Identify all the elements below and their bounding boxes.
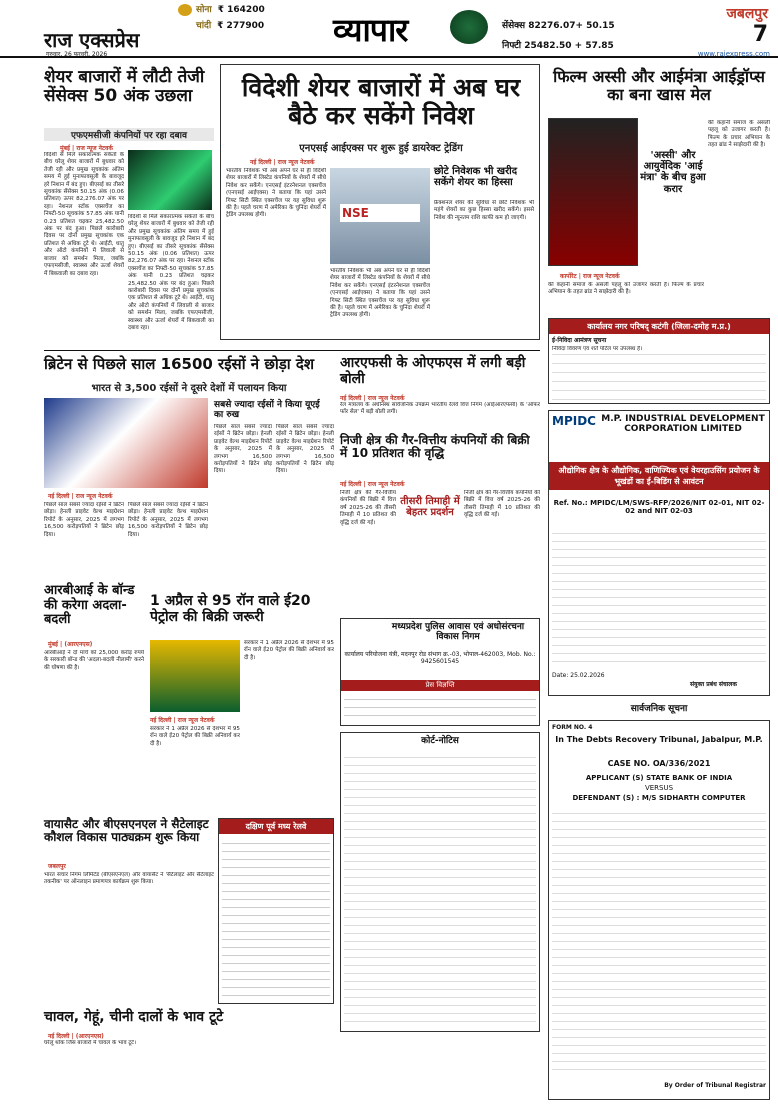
satellite-credit: जबलपुर (48, 863, 66, 870)
railway-zone: दक्षिण पूर्व मध्य रेलवे (219, 819, 333, 834)
film-body: की कहानी समाज के असली पहलू को उजागर करती है। फिल्म के प्रचार अभियान के तहत ब्रांड ने साझेदारी की है। (708, 120, 770, 149)
satellite-headline: वायासैट और बीएसएनएल ने सैटेलाइट कौशल विकास पाठ्यक्रम शुरू किया (44, 817, 209, 845)
britain-credit: नई दिल्ली | राज न्यूज नेटवर्क (48, 493, 113, 500)
nbfc-box: तीसरी तिमाही में बेहतर प्रदर्शन (400, 496, 460, 519)
lead-subhead: एनएसई आईएक्स पर शुरू हुई डायरेक्ट ट्रेडिंग (299, 143, 463, 154)
britain-headline: ब्रिटेन से पिछले साल 16500 रईसों ने छोड़ा देश (44, 355, 315, 373)
market-index (502, 16, 615, 56)
nbfc-body-2: निजी क्षेत्र की गैर-वित्तीय कंपनियों की बिक्री में वित्त वर्ष 2025-26 की तीसरी तिमाही में 10 प्रतिशत की वृद्धि दर्ज की गई। (464, 490, 540, 519)
tender-title: कार्यालय नगर परिषद् कटंगी (जिला-दमोह म.प्र.) (549, 319, 769, 334)
irfc-credit: नई दिल्ली | राज न्यूज नेटवर्क (340, 395, 405, 402)
police-ref: प्रेस विज्ञप्ति (341, 680, 539, 691)
film-poster-box (548, 118, 638, 266)
gold-label: सोना (196, 5, 212, 15)
drt-def: DEFENDANT (S) : M/S SIDHARTH COMPUTER (572, 794, 746, 802)
film-quote: 'अस्सी' और आयुर्वेदिक 'आई मंत्रा' के बीच हुआ करार (640, 150, 706, 195)
page-number: 7 (752, 22, 768, 47)
rbi-headline: आरबीआई के बॉन्ड की करेगा अदला-बदली (44, 583, 135, 628)
mpidc-logo-icon: MPIDC (552, 414, 596, 428)
police-sub: कार्यालय परियोजना यंत्री, मदनपुर रोड संभाग क्र.-03, भोपाल-462003, Mob. No.: 9425601545 (344, 651, 536, 665)
city-name: जबलपुर (726, 6, 768, 22)
sensex-headline: शेयर बाजारों में लौटी तेजी सेंसेक्स 50 अंक उछला (44, 67, 205, 107)
drt-form-title: FORM NO. 4 (552, 724, 593, 731)
drt-text (552, 806, 766, 1076)
lead-body-2: भारतीय निवेशक भी अब अपने घर से ही विदेशी शेयर बाजारों में लिस्टेड कंपनियों के शेयरों में सीधे निवेश कर सकेंगे। एनएसई इंटरनेशनल एक्सचेंज (एनएसई आईएक्स) ने बताया कि यहां उसने गिफ्ट सिटी स्थित एक्सचेंज पर यह सुविधा शुरू की है। पहले चरण में अमेरिका के चुनिंदा शेयरों में ट्रेडिंग उपलब्ध होगी। (330, 268, 430, 319)
website-link[interactable]: www.rajexpress.com (697, 50, 770, 58)
film-headline: फिल्म अस्सी और आईमंत्रा आईड्रॉप्स का बना खास मेल (553, 67, 765, 104)
petrol-pump-photo (150, 640, 240, 712)
railway-body (222, 836, 330, 1000)
rbi-body: आरबीआई ने दो मार्च को 25,000 करोड़ रुपये के सरकारी बॉन्ड की 'अदला-बदली नीलामी' करने की घोषणा की है। (44, 650, 144, 671)
mpidc-body (552, 526, 766, 666)
dateline: गुरुवार, 26 फरवरी, 2026 (46, 51, 108, 58)
paper-name: राज एक्सप्रेस (44, 28, 140, 52)
sensex-credit: मुंबई | राज न्यूज नेटवर्क (60, 145, 113, 152)
britain-box-body: पिछले साल सबसे ज्यादा रईसों ने ब्रिटेन छोड़ा। हेनली प्राइवेट वेल्थ माइग्रेशन रिपोर्ट के अनुसार, 2025 में लगभग 16,500 करोड़पतियों ने ब्रिटेन छोड़ दिया। (214, 424, 272, 475)
drt-bank: APPLICANT (S) STATE BANK OF INDIA (585, 774, 733, 782)
drt-footer: By Order of Tribunal Registrar (664, 1082, 766, 1089)
nse-building-photo (330, 168, 430, 264)
sensex-body-2: विदेशी से मिले सकारात्मक संकेतों के बीच घरेलू शेयर बाजारों में बुधवार को तेजी रही और प्रमुख सूचकांक अंतिम समय में हुई मुनाफावसूली के बावजूद हरे निशान में बंद हुए। बीएसई का तीसरे सूचकांक सेंसेक्स 50.15 अंक (0.06 प्रतिशत) ऊपर 82,276.07 अंक पर रहा। नेशनल स्टॉक एक्सचेंज का निफ्टी-50 सूचकांक 57.85 अंक यानी 0.23 प्रतिशत चढ़कर 25,482.50 अंक पर बंद हुआ। पिछले कारोबारी दिवस पर दोनों प्रमुख सूचकांक एक प्रतिशत से अधिक टूटे थे। आईटी, धातु और ऑटो कंपनियों में लिवाली से बाजार को समर्थन मिला, जबकि एफएमसीजी, स्वास्थ्य और ऊर्जा शेयरों में बिकवाली का दबाव रहा। (128, 214, 214, 332)
irfc-body: रेल मंत्रालय के अधीनस्थ सार्वजनिक उपक्रम भारतीय रेलवे वित्त निगम (आईआरएफसी) के 'ऑफर फॉर सेल' में बड़ी बोली लगी। (340, 402, 540, 416)
britain-subhead: भारत से 3,500 रईसों ने दूसरे देशों में पलायन किया (91, 383, 287, 394)
wheat-body: घरेलू थोक जिंस बाजारों में चावल के भाव टूटे। (44, 1040, 137, 1046)
drt-body: In The Debts Recovery Tribunal, Jabalpur, M.P. (555, 735, 763, 744)
e20-body-2: सरकार ने 1 अप्रैल 2026 से देशभर में 95 रॉन वाले ई20 पेट्रोल की बिक्री अनिवार्य कर दी है। (150, 726, 240, 747)
lead-sidebar-head: छोटे निवेशक भी खरीद सकेंगे शेयर का हिस्सा (434, 166, 518, 189)
wheat-headline: चावल, गेहूं, चीनी दालों के भाव टूटे (44, 1009, 224, 1025)
britain-body-2: पिछले साल सबसे ज्यादा रईसों ने ब्रिटेन छोड़ा। हेनली प्राइवेट वेल्थ माइग्रेशन रिपोर्ट के अनुसार, 2025 में लगभग 16,500 करोड़पतियों ने ब्रिटेन छोड़ दिया। (128, 502, 208, 538)
irfc-headline: आरएफसी के ओएफएस में लगी बड़ी बोली (340, 355, 526, 387)
e20-credit: नई दिल्ली | राज न्यूज नेटवर्क (150, 717, 215, 724)
gold-coin-icon (178, 4, 192, 16)
uk-flags-photo (44, 398, 208, 488)
nbfc-headline: निजी क्षेत्र की गैर-वित्तीय कंपनियों की बिक्री में 10 प्रतिशत की वृद्धि (340, 433, 530, 461)
bull-chart-icon (450, 10, 488, 44)
e20-headline: 1 अप्रैल से 95 रॉन वाले ई20 पेट्रोल की बिक्री जरूरी (150, 593, 311, 625)
nifty-value: निफ्टी 25482.50 + 57.85 (502, 41, 614, 51)
britain-box-head: सबसे ज्यादा रईसों ने किया यूएई का रुख (214, 400, 320, 421)
lead-sidebar-body: फ्रैक्शनल शेयर की सुविधा से छोटे निवेशक भी महंगे शेयरों का कुछ हिस्सा खरीद सकेंगे। इससे निवेश की न्यूनतम राशि काफी कम हो जाएगी। (434, 200, 534, 221)
mpidc-date: Date: 25.02.2026 (552, 672, 605, 679)
public-notice-title: सार्वजनिक सूचना (630, 704, 688, 714)
mpidc-footer: संयुक्त प्रबंध संचालक (690, 681, 737, 688)
wheat-credit: नई दिल्ली | (आरएनएस) (48, 1033, 104, 1040)
commodity-rates (196, 2, 288, 34)
sensex-subhead: एफएमसीजी कंपनियों पर रहा दबाव (44, 128, 214, 141)
britain-box-body-2: पिछले साल सबसे ज्यादा रईसों ने ब्रिटेन छोड़ा। हेनली प्राइवेट वेल्थ माइग्रेशन रिपोर्ट के अनुसार, 2025 में लगभग 16,500 करोड़पतियों ने ब्रिटेन छोड़ दिया। (276, 424, 334, 475)
mpidc-ref: Ref. No.: MPIDC/LM/SWS-RFP/2026/NIT 02-01, NIT 02-02 and NIT 02-03 (553, 499, 765, 515)
silver-label: चांदी (196, 21, 212, 31)
mpidc-org: M.P. INDUSTRIAL DEVELOPMENT CORPORATION LIMITED (601, 414, 765, 435)
lead-body: भारतीय निवेशक भी अब अपने घर से ही विदेशी शेयर बाजारों में लिस्टेड कंपनियों के शेयरों में सीधे निवेश कर सकेंगे। एनएसई इंटरनेशनल एक्सचेंज (एनएसई आईएक्स) ने बताया कि यहां उसने गिफ्ट सिटी स्थित एक्सचेंज पर यह सुविधा शुरू की है। पहले चरण में अमेरिका के चुनिंदा शेयरों में ट्रेडिंग उपलब्ध होगी। (226, 168, 326, 219)
sensex-body: विदेशी से मिले सकारात्मक संकेतों के बीच घरेलू शेयर बाजारों में बुधवार को तेजी रही और प्रमुख सूचकांक अंतिम समय में हुई मुनाफावसूली के बावजूद हरे निशान में बंद हुए। बीएसई का तीसरे सूचकांक सेंसेक्स 50.15 अंक (0.06 प्रतिशत) ऊपर 82,276.07 अंक पर रहा। नेशनल स्टॉक एक्सचेंज का निफ्टी-50 सूचकांक 57.85 अंक यानी 0.23 प्रतिशत चढ़कर 25,482.50 अंक पर बंद हुआ। पिछले कारोबारी दिवस पर दोनों प्रमुख सूचकांक एक प्रतिशत से अधिक टूटे थे। आईटी, धातु और ऑटो कंपनियों में लिवाली से बाजार को समर्थन मिला, जबकि एफएमसीजी, स्वास्थ्य और ऊर्जा शेयरों में बिकवाली का दबाव रहा। (44, 152, 124, 277)
police-body (344, 692, 536, 722)
section-divider (44, 350, 540, 351)
lead-credit: नई दिल्ली | राज न्यूज नेटवर्क (250, 159, 315, 166)
lead-headline: विदेशी शेयर बाजारों में अब घर बैठे कर सकेंगे निवेश (241, 73, 521, 130)
masthead (0, 0, 778, 58)
mpidc-hindi-title: औद्योगिक क्षेत्र के औद्योगिक, वाणिज्यिक एवं वेयरहाउसिंग प्रयोजन के भूखंडों का ई-बिडिंग से आवंटन (549, 462, 769, 490)
nse-logo-icon: NSE (340, 204, 420, 222)
silver-value: ₹ 277900 (217, 21, 265, 31)
film-body-2: की कहानी समाज के असली पहलू को उजागर करती है। फिल्म के प्रचार अभियान के तहत ब्रांड ने साझेदारी की है। (548, 282, 704, 296)
court-title: कोर्ट-नोटिस (421, 736, 459, 746)
e20-body: सरकार ने 1 अप्रैल 2026 से देशभर में 95 रॉन वाले ई20 पेट्रोल की बिक्री अनिवार्य कर दी है। (244, 640, 334, 661)
sensex-value: सेंसेक्स 82276.07+ 50.15 (502, 21, 615, 31)
nbfc-body: निजी क्षेत्र की गैर-वित्तीय कंपनियों की बिक्री में वित्त वर्ष 2025-26 की तीसरी तिमाही में 10 प्रतिशत की वृद्धि दर्ज की गई। (340, 490, 396, 526)
drt-versus: VERSUS (644, 784, 674, 792)
satellite-body: भारत संचार निगम लिमिटेड (बीएसएनएल) और वायासैट ने 'सैटेलाइट और सैटेलाइट तकनीक' पर ऑनलाइन प्रमाणपत्र कार्यक्रम शुरू किया। (44, 872, 214, 886)
rbi-credit: मुंबई | (आरएनएस) (48, 641, 93, 648)
section-title: व्यापार (333, 11, 408, 49)
stock-chart-photo (128, 150, 212, 210)
drt-case: CASE NO. OA/336/2021 (607, 759, 711, 768)
nbfc-credit: नई दिल्ली | राज न्यूज नेटवर्क (340, 481, 405, 488)
britain-body: पिछले साल सबसे ज्यादा रईसों ने ब्रिटेन छोड़ा। हेनली प्राइवेट वेल्थ माइग्रेशन रिपोर्ट के अनुसार, 2025 में लगभग 16,500 करोड़पतियों ने ब्रिटेन छोड़ दिया। (44, 502, 124, 538)
tender-subtitle: ई-निविदा आमंत्रण सूचना (552, 337, 607, 344)
tender-body: निविदा विवरण एवं शर्तें पोर्टल पर उपलब्ध हैं। (552, 346, 766, 400)
gold-value: ₹ 164200 (217, 5, 265, 15)
film-credit: कार्पोरेट | राज न्यूज नेटवर्क (560, 273, 620, 280)
police-title: मध्यप्रदेश पुलिस आवास एवं अधोसंरचना विकास निगम (391, 622, 525, 643)
